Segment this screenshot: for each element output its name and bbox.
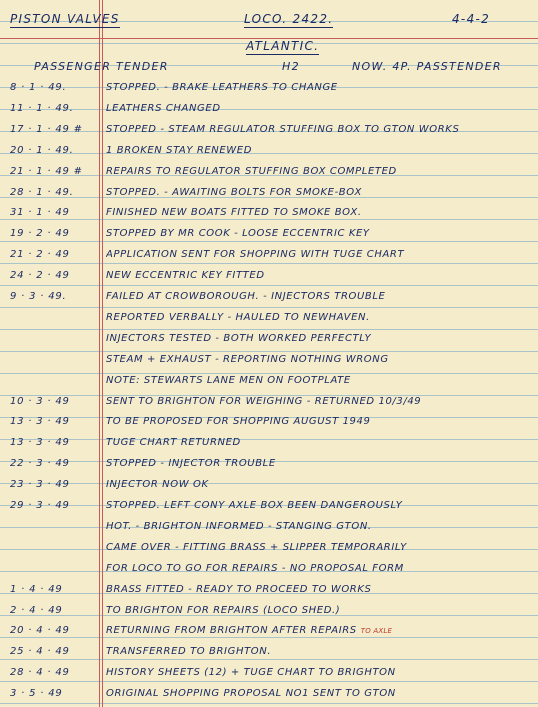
entry-text-body: CAME OVER - FITTING BRASS + SLIPPER TEMPORARILY [106,541,407,553]
header-subtitle: ATLANTIC. [246,39,320,53]
entry-text [106,584,532,595]
entry-text [106,291,532,302]
header-left: PISTON VALVES [10,12,120,26]
entry-text [106,312,532,323]
entry-text [106,416,532,427]
entry-text-body: BRASS FITTED - READY TO PROCEED TO WORKS [106,583,372,595]
entry-text [106,542,532,553]
entry-text [106,625,532,636]
entry-text [106,500,532,511]
entry-date: 9 · 3 · 49. [10,291,67,302]
entry-date: 1 · 4 · 49 [10,583,63,595]
entry-text-body: 1 BROKEN STAY RENEWED [106,144,252,156]
entry-text-body: STOPPED BY MR COOK - LOOSE ECCENTRIC KEY [106,228,370,240]
ledger-row [0,416,538,438]
entry-text-body: REPORTED VERBALLY - HAULED TO NEWHAVEN. [106,311,370,323]
ledger-row [0,479,538,501]
header-line2-center: H2 [282,60,300,73]
entry-date: 23 · 3 · 49 [10,479,70,491]
entry-text-body: REPAIRS TO REGULATOR STUFFING BOX COMPLETED [106,165,397,177]
ledger-row [0,667,538,689]
entry-text-body: FINISHED NEW BOATS FITTED TO SMOKE BOX. [106,207,362,219]
entry-text [106,103,532,114]
entry-date: 28 · 1 · 49. [10,186,74,198]
header-line2-left: PASSENGER TENDER [34,60,169,73]
entry-date: 11 · 1 · 49. [10,102,74,114]
entry-text-body: ORIGINAL SHOPPING PROPOSAL NO1 SENT TO GTON [106,688,396,700]
entry-text-body: STOPPED. - BRAKE LEATHERS TO CHANGE [106,82,338,93]
entry-text [106,249,532,260]
entry-text [106,396,532,407]
entry-date: 29 · 3 · 49 [10,500,70,511]
ledger-row [0,625,538,647]
ledger-row [0,145,538,167]
entry-text [106,354,532,365]
entry-date: 17 · 1 · 49 # [10,123,83,135]
entry-date: 19 · 2 · 49 [10,228,70,240]
ledger-row [0,291,538,313]
entry-text [106,458,532,469]
entry-text-body: APPLICATION SENT FOR SHOPPING WITH TUGE CHART [106,249,405,261]
entry-date: 3 · 5 · 49 [10,688,63,700]
entry-note: TO AXLE [360,627,393,636]
entry-text-body: STOPPED. - AWAITING BOLTS FOR SMOKE-BOX [106,186,362,198]
entry-text [106,333,532,344]
entry-text [106,563,532,574]
ledger-row [0,375,538,397]
entry-text [106,521,532,532]
ledger-row [0,563,538,585]
entry-text-body: STOPPED. LEFT CONY AXLE BOX BEEN DANGEROUSLY [106,500,403,511]
ledger-row [0,124,538,146]
ledger-row [0,270,538,292]
entry-text-body: HISTORY SHEETS (12) + TUGE CHART TO BRIGHTON [106,667,396,679]
entry-text [106,667,532,678]
entry-date: 13 · 3 · 49 [10,437,70,449]
entry-text-body: STOPPED - INJECTOR TROUBLE [106,458,276,470]
entry-date: 20 · 1 · 49. [10,144,74,156]
header-right: 4-4-2 [452,12,491,26]
entry-text-body: STEAM + EXHAUST - REPORTING NOTHING WRONG [106,353,389,365]
entry-date: 21 · 2 · 49 [10,249,70,261]
entry-text [106,166,532,177]
entry-text [106,437,532,448]
entry-date: 31 · 1 · 49 [10,207,70,219]
ledger-row [0,228,538,250]
ledger-row [0,312,538,334]
entry-text-body: INJECTORS TESTED - BOTH WORKED PERFECTLY [106,332,372,344]
entry-text-body: SENT TO BRIGHTON FOR WEIGHING - RETURNED 10/3/49 [106,395,422,407]
entry-text-body: HOT. - BRIGHTON INFORMED - STANGING GTON. [106,520,372,532]
ledger-row [0,688,538,707]
header-line2-right: NOW. 4P. PASSTENDER [352,60,502,73]
header-center: LOCO. 2422. [244,12,334,26]
entry-text-body: NOTE: STEWARTS LANE MEN ON FOOTPLATE [106,374,351,386]
ledger-row [0,82,538,104]
entry-text-body: FAILED AT CROWBOROUGH. - INJECTORS TROUBLE [106,291,386,302]
ledger-row [0,333,538,355]
entry-text [106,207,532,218]
entry-text-body: TUGE CHART RETURNED [106,437,241,449]
entry-text [106,605,532,616]
ledger-row [0,542,538,564]
entry-text [106,270,532,281]
entry-text [106,124,532,135]
entry-text [106,82,532,93]
ledger-row [0,500,538,522]
entry-date: 24 · 2 · 49 [10,270,70,282]
entry-date: 2 · 4 · 49 [10,604,63,616]
entry-text-body: INJECTOR NOW OK [106,479,209,491]
ledger-row [0,458,538,480]
ledger-row [0,521,538,543]
ledger-row [0,646,538,668]
ledger-row [0,249,538,271]
entry-text-body: TRANSFERRED TO BRIGHTON. [106,646,272,658]
ledger-row [0,396,538,418]
entry-date: 20 · 4 · 49 [10,625,70,637]
ledger-row [0,207,538,229]
ledger-row [0,166,538,188]
entry-date: 28 · 4 · 49 [10,667,70,679]
entry-text [106,479,532,490]
ledger-row [0,437,538,459]
ledger-row [0,103,538,125]
entry-text-body: TO BRIGHTON FOR REPAIRS (LOCO SHED.) [106,604,341,616]
entry-date: 10 · 3 · 49 [10,395,70,407]
entry-text [106,688,532,699]
entry-date: 13 · 3 · 49 [10,416,70,428]
entry-text-body: TO BE PROPOSED FOR SHOPPING AUGUST 1949 [106,416,371,428]
entry-text-body: NEW ECCENTRIC KEY FITTED [106,270,265,282]
entry-text [106,228,532,239]
entry-text-body: STOPPED - STEAM REGULATOR STUFFING BOX TO GTON WORKS [106,123,460,135]
entry-date: 21 · 1 · 49 # [10,165,83,177]
ledger-row [0,584,538,606]
entry-date: 25 · 4 · 49 [10,646,70,658]
entry-text-body: RETURNING FROM BRIGHTON AFTER REPAIRS [106,625,357,637]
ledger-row [0,605,538,627]
entry-text-body: FOR LOCO TO GO FOR REPAIRS - NO PROPOSAL FORM [106,562,404,574]
entry-date: 8 · 1 · 49. [10,82,67,93]
entry-text [106,187,532,198]
entry-text [106,375,532,386]
entry-text [106,646,532,657]
entry-date: 22 · 3 · 49 [10,458,70,470]
entry-text [106,145,532,156]
entry-text-body: LEATHERS CHANGED [106,102,221,114]
ledger-row [0,187,538,209]
ledger-row [0,354,538,376]
